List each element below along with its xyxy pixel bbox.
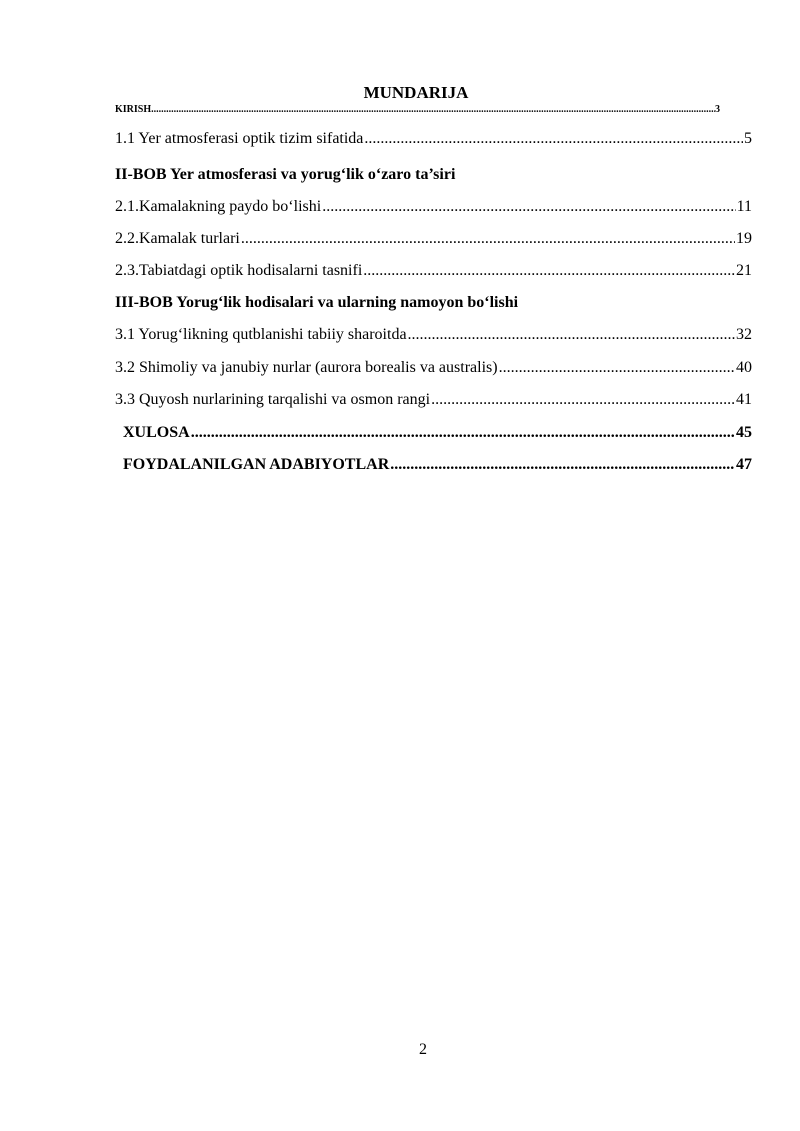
toc-entry-label: 3.2 Shimoliy va janubiy nurlar (aurora borealis va australis) [115,359,498,376]
toc-entry-3-3 [115,390,752,410]
toc-entry-label: XULOSA [123,424,190,441]
page-number: 2 [419,1041,427,1058]
dot-leader [363,261,735,281]
toc-entry-1-1 [115,129,752,149]
toc-entry-page: 47 [736,456,752,473]
toc-entry-2-2 [115,229,752,249]
toc-entry-references [123,455,752,475]
dot-leader [364,129,743,149]
toc-entry-3-2 [115,358,752,378]
toc-entry-page: 21 [736,262,752,279]
toc-entry-label: FOYDALANILGAN ADABIYOTLAR [123,456,390,473]
toc-entry-label: 1.1 Yer atmosferasi optik tizim sifatida [115,130,364,147]
toc-entry-number: 2.2. [115,230,139,247]
toc-entry-page: 32 [736,326,752,343]
toc-entry-page: 41 [736,391,752,408]
toc-entry-label: Kamalakning paydo bo‘lishi [139,198,322,215]
dot-leader [431,390,735,410]
dot-leader [241,229,735,249]
toc-entry-page: 3 [715,104,720,115]
toc-entry-label: KIRISH [115,104,152,115]
toc-entry-page: 11 [736,198,752,215]
toc-chapter-2-heading: II-BOB Yer atmosferasi va yorug‘lik o‘zaro ta’siri [115,166,456,183]
toc-entry-xulosa [123,423,752,443]
toc-entry-page: 45 [736,424,752,441]
toc-entry-page: 40 [736,359,752,376]
toc-entry-page: 5 [744,130,752,147]
toc-entry-label: 3.1 Yorug‘likning qutblanishi tabiiy sharoitda [115,326,407,343]
toc-entry-2-3 [115,261,752,281]
toc-entry-3-1 [115,325,752,345]
dot-leader [499,358,735,378]
dot-leader [408,325,735,345]
dot-leader [191,423,735,443]
toc-entry-page: 19 [736,230,752,247]
dot-leader [151,103,715,117]
toc-entry-label: Tabiatdagi optik hodisalarni tasnifi [139,262,363,279]
toc-chapter-3-heading: III-BOB Yorug‘lik hodisalari va ularning namoyon bo‘lishi [115,294,519,311]
toc-entry-label: Kamalak turlari [139,230,240,247]
dot-leader [390,455,735,475]
toc-entry-number: 2.3. [115,262,139,279]
toc-entry-2-1 [115,197,752,217]
toc-entry-label: 3.3 Quyosh nurlarining tarqalishi va osmon rangi [115,391,431,408]
toc-entry-number: 2.1. [115,198,139,215]
toc-entry-kirish [115,103,720,117]
toc-title: MUNDARIJA [363,83,469,102]
dot-leader [322,197,735,217]
